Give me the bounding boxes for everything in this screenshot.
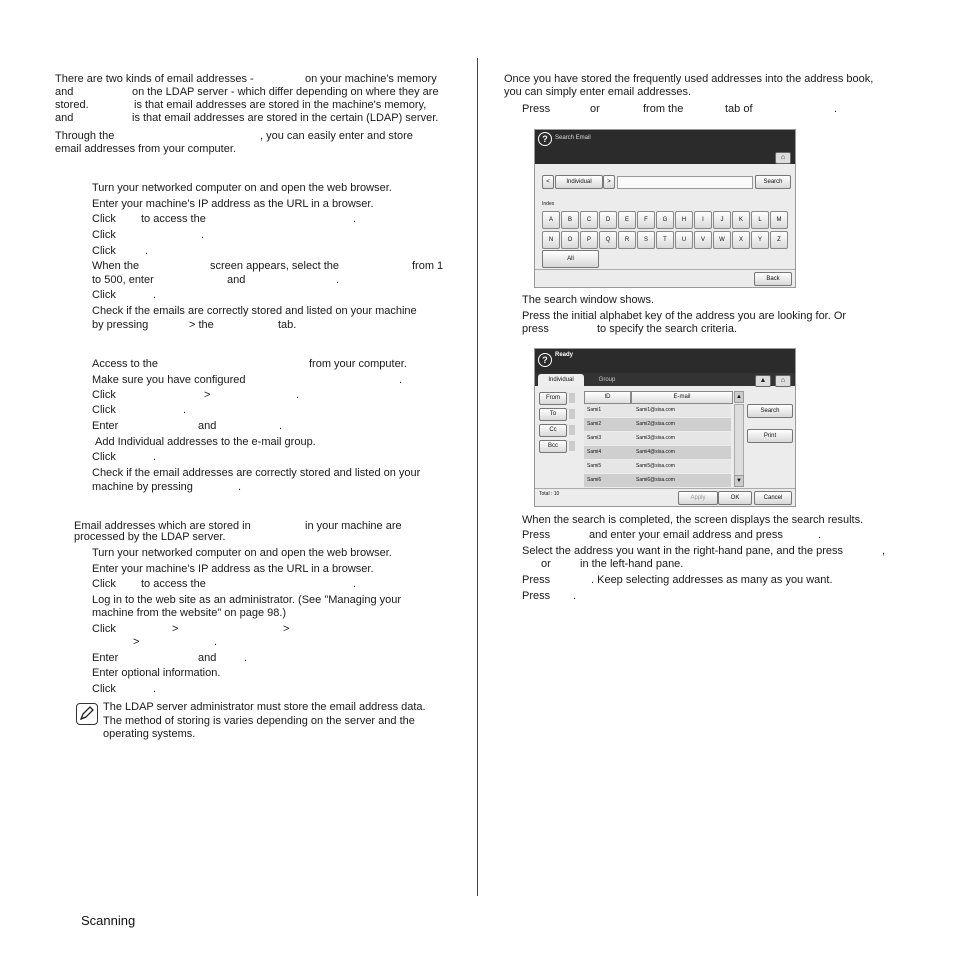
text: is that email addresses are stored in the machine's memory, [134, 99, 427, 111]
text: to 500, enter [92, 274, 154, 286]
table-row[interactable] [584, 446, 731, 459]
to-button[interactable]: To [539, 408, 567, 421]
index-key-z[interactable]: Z [770, 231, 788, 249]
cc-button[interactable]: Cc [539, 424, 567, 437]
table-row[interactable] [584, 404, 731, 417]
step: Click [92, 623, 116, 635]
text: The search window shows. [522, 294, 655, 306]
table-row[interactable] [584, 432, 731, 445]
step: Click [92, 578, 116, 590]
index-key-u[interactable]: U [675, 231, 693, 249]
index-label: Index [542, 201, 555, 207]
search-button[interactable]: Search [747, 404, 793, 418]
top-bar [535, 130, 795, 164]
text: . [183, 404, 187, 416]
index-key-f[interactable]: F [637, 211, 655, 229]
text: tab of [725, 103, 753, 115]
index-key-r[interactable]: R [618, 231, 636, 249]
step: Access to the [92, 358, 159, 370]
table-row[interactable] [584, 418, 731, 431]
text: or [590, 103, 600, 115]
table-row[interactable] [584, 474, 731, 487]
text: on the LDAP server - which differ depending on where they are [132, 86, 439, 98]
text: > [172, 623, 179, 635]
step: Log in to the web site as an administrator. (See "Managing your [92, 594, 402, 606]
index-key-s[interactable]: S [637, 231, 655, 249]
column-header-id: ID [584, 391, 631, 404]
cell-id: Sami2 [587, 421, 602, 427]
text: and [227, 274, 246, 286]
text: tab. [278, 319, 297, 331]
index-key-y[interactable]: Y [751, 231, 769, 249]
text: Through the [55, 130, 115, 142]
index-key-a[interactable]: A [542, 211, 560, 229]
search-input[interactable] [617, 176, 753, 189]
index-key-q[interactable]: Q [599, 231, 617, 249]
cell-email: Sami3@sisa.com [636, 435, 675, 441]
text: and [198, 420, 217, 432]
text: . [336, 274, 340, 286]
text: in the left-hand pane. [580, 558, 684, 570]
divider [535, 269, 795, 270]
text: . [238, 481, 242, 493]
cell-id: Sami1 [587, 407, 602, 413]
text: . [153, 451, 157, 463]
index-key-m[interactable]: M [770, 211, 788, 229]
text: and [55, 86, 74, 98]
index-key-j[interactable]: J [713, 211, 731, 229]
tab-individual[interactable]: Individual [555, 175, 603, 189]
index-key-n[interactable]: N [542, 231, 560, 249]
step: Press [522, 529, 551, 541]
cancel-button[interactable]: Cancel [754, 491, 792, 505]
scroll-up-icon[interactable]: ▲ [734, 391, 744, 403]
step: Make sure you have configured [92, 374, 246, 386]
document-icon[interactable]: ▲ [755, 375, 771, 387]
text: . [145, 245, 149, 257]
step: Click [92, 213, 116, 225]
cell-email: Sami5@sisa.com [636, 463, 675, 469]
footer-section-name: Scanning [81, 913, 136, 928]
text: email addresses from your computer. [55, 143, 236, 155]
all-button[interactable]: All [542, 250, 599, 268]
cell-email: Sami2@sisa.com [636, 421, 675, 427]
text: processed by the LDAP server. [74, 531, 226, 543]
text: > [204, 389, 211, 401]
scrollbar[interactable] [734, 404, 744, 478]
text: , [882, 545, 886, 557]
step: Enter your machine's IP address as the URL in a browser. [92, 563, 374, 575]
text: and [55, 112, 74, 124]
text: from the [643, 103, 684, 115]
text: , you can easily enter and store [260, 130, 413, 142]
step: Click [92, 389, 116, 401]
step: Turn your networked computer on and open the web browser. [92, 547, 392, 559]
next-arrow-button[interactable]: > [603, 175, 615, 189]
cell-id: Sami5 [587, 463, 602, 469]
text: > the [189, 319, 214, 331]
text: by pressing [92, 319, 149, 331]
arrow-icon [569, 425, 575, 435]
cell-id: Sami4 [587, 449, 602, 455]
apply-button[interactable]: Apply [678, 491, 718, 505]
index-key-e[interactable]: E [618, 211, 636, 229]
step: Click [92, 229, 116, 241]
cell-email: Sami1@sisa.com [636, 407, 675, 413]
note-text: The LDAP server administrator must store the email address data. [103, 701, 426, 713]
help-icon[interactable]: ? [538, 353, 552, 367]
index-key-v[interactable]: V [694, 231, 712, 249]
step: When the search is completed, the screen displays the search results. [522, 514, 864, 526]
step: Turn your networked computer on and open the web browser. [92, 182, 392, 194]
index-key-h[interactable]: H [675, 211, 693, 229]
step: Enter [92, 652, 119, 664]
home-icon[interactable]: ⌂ [775, 152, 791, 164]
step: When the [92, 260, 140, 272]
arrow-icon [569, 393, 575, 403]
index-key-g[interactable]: G [656, 211, 674, 229]
text: . [818, 529, 822, 541]
cell-email: Sami6@sisa.com [636, 477, 675, 483]
text: . [153, 683, 157, 695]
text: . [399, 374, 403, 386]
index-key-p[interactable]: P [580, 231, 598, 249]
scroll-down-icon[interactable]: ▼ [734, 475, 744, 487]
text: is that email addresses are stored in the certain (LDAP) server. [132, 112, 439, 124]
address-book-screen [534, 348, 796, 507]
text: press [522, 323, 549, 335]
search-email-screen [534, 129, 796, 288]
text: . [353, 578, 357, 590]
index-key-k[interactable]: K [732, 211, 750, 229]
note-text: operating systems. [103, 728, 196, 740]
step: Enter optional information. [92, 667, 221, 679]
text: . [834, 103, 838, 115]
text: . [201, 229, 205, 241]
index-key-c[interactable]: C [580, 211, 598, 229]
text: > [283, 623, 290, 635]
text: . [244, 652, 248, 664]
column-header-email: E-mail [631, 391, 733, 404]
text: . [353, 213, 357, 225]
text: Email addresses which are stored in [74, 520, 251, 532]
step: Enter [92, 420, 119, 432]
step: Press [522, 574, 551, 586]
ok-button[interactable]: OK [718, 491, 752, 505]
cell-id: Sami6 [587, 477, 602, 483]
text: There are two kinds of email addresses - [55, 73, 254, 85]
step: Click [92, 245, 116, 257]
step: Add Individual addresses to the e-mail group. [95, 436, 316, 448]
index-key-t[interactable]: T [656, 231, 674, 249]
step: Check if the email addresses are correctly stored and listed on your [92, 467, 421, 479]
index-key-b[interactable]: B [561, 211, 579, 229]
index-key-d[interactable]: D [599, 211, 617, 229]
index-key-l[interactable]: L [751, 211, 769, 229]
step: Press [522, 590, 551, 602]
step: Press [522, 103, 551, 115]
text: . [153, 289, 157, 301]
text: to specify the search criteria. [597, 323, 738, 335]
note-icon [76, 703, 98, 725]
text: or [541, 558, 551, 570]
index-key-x[interactable]: X [732, 231, 750, 249]
text: in your machine are [305, 520, 402, 532]
text: and enter your email address and press [589, 529, 783, 541]
cell-id: Sami3 [587, 435, 602, 441]
text: from 1 [412, 260, 444, 272]
step: Press the initial alphabet key of the address you are looking for. Or [522, 310, 847, 322]
screen-title: Search Email [555, 135, 591, 141]
step: Enter your machine's IP address as the URL in a browser. [92, 198, 374, 210]
text: . [214, 636, 218, 648]
step: Click [92, 451, 116, 463]
arrow-icon [569, 441, 575, 451]
step: Click [92, 404, 116, 416]
back-button[interactable]: Back [754, 272, 792, 286]
column-divider [477, 58, 478, 896]
text: and [198, 652, 217, 664]
text: . [279, 420, 283, 432]
index-key-w[interactable]: W [713, 231, 731, 249]
tab-group[interactable]: Group [598, 377, 616, 383]
cell-email: Sami4@sisa.com [636, 449, 675, 455]
prev-arrow-button[interactable]: < [542, 175, 554, 189]
index-key-o[interactable]: O [561, 231, 579, 249]
step: Click [92, 683, 116, 695]
text: . Keep selecting addresses as many as you want. [591, 574, 833, 586]
step: Check if the emails are correctly stored and listed on your machine [92, 305, 417, 317]
text: Once you have stored the frequently used addresses into the address book, [504, 73, 874, 85]
top-bar [535, 349, 795, 373]
text: machine by pressing [92, 481, 193, 493]
text: to access the [141, 213, 206, 225]
home-icon[interactable]: ⌂ [775, 375, 791, 387]
table-row[interactable] [584, 460, 731, 473]
text: . [573, 590, 577, 602]
step: Click [92, 289, 116, 301]
index-key-i[interactable]: I [694, 211, 712, 229]
text: on your machine's memory [305, 73, 437, 85]
text: screen appears, select the [210, 260, 340, 272]
text: machine from the website" on page 98.) [92, 607, 287, 619]
tab-individual[interactable]: Individual [538, 374, 584, 386]
text: . [296, 389, 300, 401]
total-count: Total : 10 [539, 491, 560, 497]
text: from your computer. [309, 358, 407, 370]
from-button[interactable]: From [539, 392, 567, 405]
text: > [133, 636, 140, 648]
text: to access the [141, 578, 206, 590]
status-title: Ready [555, 352, 574, 358]
text: you can simply enter email addresses. [504, 86, 692, 98]
step: Select the address you want in the right-hand pane, and the press [522, 545, 844, 557]
print-button[interactable]: Print [747, 429, 793, 443]
note-text: The method of storing is varies depending on the server and the [103, 715, 415, 727]
bcc-button[interactable]: Bcc [539, 440, 567, 453]
help-icon[interactable]: ? [538, 132, 552, 146]
arrow-icon [569, 409, 575, 419]
divider [535, 488, 795, 489]
search-button[interactable]: Search [755, 175, 791, 189]
text: stored. [55, 99, 89, 111]
